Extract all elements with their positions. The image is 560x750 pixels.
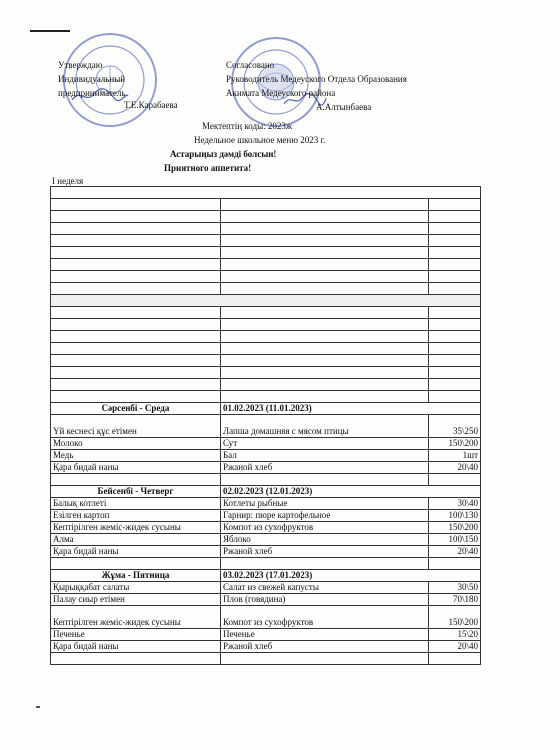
dish-name-ru: Гарнир: пюре картофельное	[221, 510, 429, 522]
dish-name-kz: Молоко	[51, 438, 221, 450]
blank-cell	[429, 391, 481, 403]
dish-name-kz: Алма	[51, 534, 221, 546]
day-date: 03.02.2023 (17.01.2023)	[221, 570, 481, 582]
day-name: Жұма - Пятница	[51, 570, 221, 582]
menu-item-row	[51, 594, 481, 606]
blank-cell	[221, 223, 429, 235]
blank-cell	[51, 379, 221, 391]
agreement-block	[226, 58, 407, 114]
dish-name-kz: Қырыққабат салаты	[51, 582, 221, 594]
dish-name-ru: Компот из сухофруктов	[221, 606, 429, 629]
spacer-row	[51, 558, 481, 570]
blank-cell	[429, 367, 481, 379]
blank-row	[51, 379, 481, 391]
blank-cell	[51, 199, 221, 211]
blank-cell	[221, 355, 429, 367]
blank-cell	[429, 223, 481, 235]
scan-dot	[36, 706, 40, 708]
blank-cell	[221, 331, 429, 343]
blank-cell	[429, 558, 481, 570]
day-header-row	[51, 486, 481, 498]
portion-size: 70\180	[429, 594, 481, 606]
menu-item-row	[51, 450, 481, 462]
blank-cell	[51, 223, 221, 235]
menu-item-row	[51, 641, 481, 653]
blank-row	[51, 247, 481, 259]
blank-cell	[429, 319, 481, 331]
dish-name-kz: Палау сиыр етімен	[51, 594, 221, 606]
dish-name-ru: Сут	[221, 438, 429, 450]
blank-cell	[221, 343, 429, 355]
blank-cell	[51, 331, 221, 343]
blank-cell	[429, 211, 481, 223]
approval-signer: Т.Е.Карабаева	[124, 100, 178, 110]
blank-row	[51, 343, 481, 355]
blank-cell	[51, 211, 221, 223]
dish-name-kz: Балық котлеті	[51, 498, 221, 510]
dish-name-ru: Лапша домашняя с мясом птицы	[221, 415, 429, 438]
blank-cell	[429, 331, 481, 343]
spacer-row	[51, 474, 481, 486]
spacer-row	[51, 653, 481, 665]
week-label: I неделя	[52, 176, 84, 186]
menu-table	[50, 186, 481, 665]
portion-size: 100\130	[429, 510, 481, 522]
blank-cell	[429, 474, 481, 486]
blank-cell	[221, 653, 429, 665]
dish-name-kz: Үй кеснесі құс етімен	[51, 415, 221, 438]
blank-cell	[51, 343, 221, 355]
blank-row	[51, 331, 481, 343]
blank-row	[51, 199, 481, 211]
agreement-line: Согласовано	[226, 60, 275, 70]
dish-name-ru: Яблоко	[221, 534, 429, 546]
menu-item-row	[51, 462, 481, 474]
dish-name-ru: Бал	[221, 450, 429, 462]
blank-cell	[221, 319, 429, 331]
blank-row	[51, 367, 481, 379]
portion-size: 20\40	[429, 546, 481, 558]
blank-row	[51, 391, 481, 403]
menu-item-row	[51, 534, 481, 546]
blank-cell	[51, 187, 481, 199]
blank-cell	[51, 295, 481, 307]
agreement-line: Акимата Медеуского района	[226, 88, 336, 98]
day-name: Бейсенбі - Четверг	[51, 486, 221, 498]
blank-row	[51, 211, 481, 223]
blank-cell	[221, 307, 429, 319]
menu-item-row	[51, 438, 481, 450]
day-date: 01.02.2023 (11.01.2023)	[221, 403, 481, 415]
dish-name-kz: Кептірілген жеміс-жидек сусыны	[51, 606, 221, 629]
dish-name-ru: Печенье	[221, 629, 429, 641]
blank-cell	[429, 283, 481, 295]
dish-name-ru: Салат из свежей капусты	[221, 582, 429, 594]
portion-size: 20\40	[429, 641, 481, 653]
blank-cell	[429, 307, 481, 319]
menu-item-row	[51, 582, 481, 594]
menu-title: Недельное школьное меню 2023 г.	[194, 135, 326, 145]
menu-item-row	[51, 498, 481, 510]
approval-line: предприниматель	[58, 88, 126, 98]
blank-cell	[51, 307, 221, 319]
agreement-signer: А.Алтынбаева	[316, 102, 372, 112]
blank-row	[51, 295, 481, 307]
menu-item-row	[51, 629, 481, 641]
portion-size: 150\200	[429, 522, 481, 534]
blank-cell	[51, 558, 221, 570]
day-header-row	[51, 570, 481, 582]
menu-item-row	[51, 606, 481, 629]
menu-table-body	[51, 187, 481, 665]
blank-row	[51, 283, 481, 295]
blank-cell	[221, 259, 429, 271]
blank-cell	[429, 235, 481, 247]
blank-cell	[221, 211, 429, 223]
blank-cell	[51, 283, 221, 295]
day-date: 02.02.2023 (12.01.2023)	[221, 486, 481, 498]
approval-block	[58, 58, 178, 112]
portion-size: 1шт	[429, 450, 481, 462]
dish-name-kz: Қара бидай наны	[51, 641, 221, 653]
blank-cell	[51, 259, 221, 271]
blank-cell	[429, 271, 481, 283]
blank-cell	[51, 474, 221, 486]
dish-name-ru: Ржаной хлеб	[221, 462, 429, 474]
portion-size: 150\200	[429, 438, 481, 450]
blank-cell	[221, 558, 429, 570]
portion-size: 30\40	[429, 498, 481, 510]
blank-row	[51, 319, 481, 331]
portion-size: 150\200	[429, 606, 481, 629]
blank-cell	[429, 199, 481, 211]
portion-size: 30\50	[429, 582, 481, 594]
blank-cell	[51, 319, 221, 331]
dish-name-kz: Қара бидай наны	[51, 462, 221, 474]
blank-row	[51, 307, 481, 319]
approval-line: Индивидуальный	[58, 74, 126, 84]
blank-cell	[221, 474, 429, 486]
blank-row	[51, 235, 481, 247]
dish-name-ru: Ржаной хлеб	[221, 546, 429, 558]
blank-cell	[221, 367, 429, 379]
dish-name-kz: Қара бидай наны	[51, 546, 221, 558]
greeting-kz: Астарыңыз дәмді болсын!	[170, 149, 277, 159]
menu-item-row	[51, 510, 481, 522]
dish-name-ru: Плов (говядина)	[221, 594, 429, 606]
blank-cell	[221, 391, 429, 403]
portion-size: 15\20	[429, 629, 481, 641]
approval-line: Утверждаю	[58, 60, 103, 70]
blank-cell	[51, 653, 221, 665]
blank-cell	[51, 355, 221, 367]
day-header-row	[51, 403, 481, 415]
dish-name-kz: Езілген картоп	[51, 510, 221, 522]
portion-size: 35\250	[429, 415, 481, 438]
blank-cell	[221, 271, 429, 283]
dish-name-kz: Печенье	[51, 629, 221, 641]
blank-row	[51, 271, 481, 283]
blank-cell	[51, 247, 221, 259]
blank-row	[51, 355, 481, 367]
menu-item-row	[51, 546, 481, 558]
menu-item-row	[51, 415, 481, 438]
blank-cell	[221, 235, 429, 247]
day-name: Сәрсенбі - Среда	[51, 403, 221, 415]
blank-row	[51, 259, 481, 271]
blank-cell	[51, 367, 221, 379]
blank-cell	[429, 355, 481, 367]
blank-row	[51, 187, 481, 199]
portion-size: 20\40	[429, 462, 481, 474]
blank-cell	[51, 271, 221, 283]
school-code: Мектептің коды: 2023ж	[202, 121, 293, 131]
blank-cell	[429, 653, 481, 665]
blank-cell	[429, 259, 481, 271]
blank-cell	[221, 283, 429, 295]
blank-row	[51, 223, 481, 235]
menu-item-row	[51, 522, 481, 534]
blank-cell	[51, 391, 221, 403]
greeting-ru: Приятного аппетита!	[164, 163, 252, 173]
blank-cell	[221, 379, 429, 391]
blank-cell	[429, 379, 481, 391]
dish-name-ru: Котлеты рыбные	[221, 498, 429, 510]
blank-cell	[51, 235, 221, 247]
blank-cell	[221, 199, 429, 211]
dish-name-kz: Медь	[51, 450, 221, 462]
blank-cell	[221, 247, 429, 259]
blank-cell	[429, 247, 481, 259]
agreement-line: Руководитель Медеуского Отдела Образования	[226, 74, 407, 84]
portion-size: 100\150	[429, 534, 481, 546]
dish-name-ru: Ржаной хлеб	[221, 641, 429, 653]
dish-name-kz: Кептірілген жеміс-жидек сусыны	[51, 522, 221, 534]
dish-name-ru: Компот из сухофруктов	[221, 522, 429, 534]
blank-cell	[429, 343, 481, 355]
